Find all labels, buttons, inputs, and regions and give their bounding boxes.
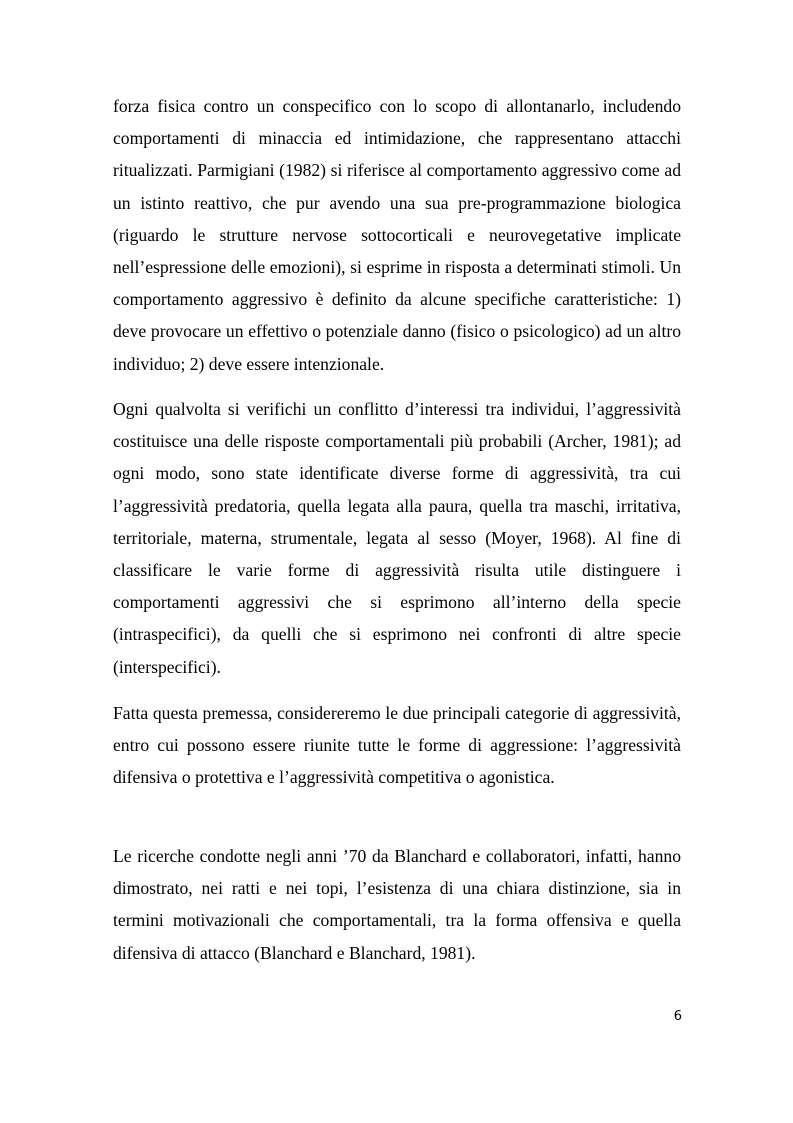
paragraph-text: forza fisica contro un conspecifico con lo scopo di allontanarlo, includendo comportamenti di minaccia ed intimidazione, che rappresentano attacchi ritualizzati. Parmigiani (1982) si riferisce al comportamento aggressivo come ad un istinto reattivo, che pur avendo una sua pre-programmazione biologica (riguardo le strutture nervose sottocorticali e neurovegetative implicate nell’espressione delle emozioni), si esprime in risposta a determinati stimoli. Un comportamento aggressivo è definito da alcune specifiche caratteristiche: 1) deve provocare un effettivo o potenziale danno (fisico o psicologico) ad un altro individuo; 2) deve essere intenzionale. [113,96,681,374]
paragraph-2 [113,393,681,683]
paragraph-text: Ogni qualvolta si verifichi un conflitto d’interessi tra individui, l’aggressività costituisce una delle risposte comportamentali più probabili (Archer, 1981); ad ogni modo, sono state identificate diverse forme di aggressività, tra cui l’aggressività predatoria, quella legata alla paura, quella tra maschi, irritativa, territoriale, materna, strumentale, legata al sesso (Moyer, 1968). Al fine di classificare le varie forme di aggressività risulta utile distinguere i comportamenti aggressivi che si esprimono all’interno della specie (intraspecifici), da quelli che si esprimono nei confronti di altre specie (interspecifici). [113,399,681,677]
paragraph-4 [113,840,681,969]
paragraph-3 [113,697,681,794]
paragraph-1 [113,90,681,380]
paragraph-text: Le ricerche condotte negli anni ’70 da Blanchard e collaboratori, infatti, hanno dimostrato, nei ratti e nei topi, l’esistenza di una chiara distinzione, sia in termini motivazionali che comportamentali, tra la forma offensiva e quella difensiva di attacco (Blanchard e Blanchard, 1981). [113,846,681,963]
paragraph-text: Fatta questa premessa, considereremo le due principali categorie di aggressività, entro cui possono essere riunite tutte le forme di aggressione: l’aggressività difensiva o protettiva e l’aggressività competitiva o agonistica. [113,703,681,788]
page-number: 6 [673,1009,682,1024]
